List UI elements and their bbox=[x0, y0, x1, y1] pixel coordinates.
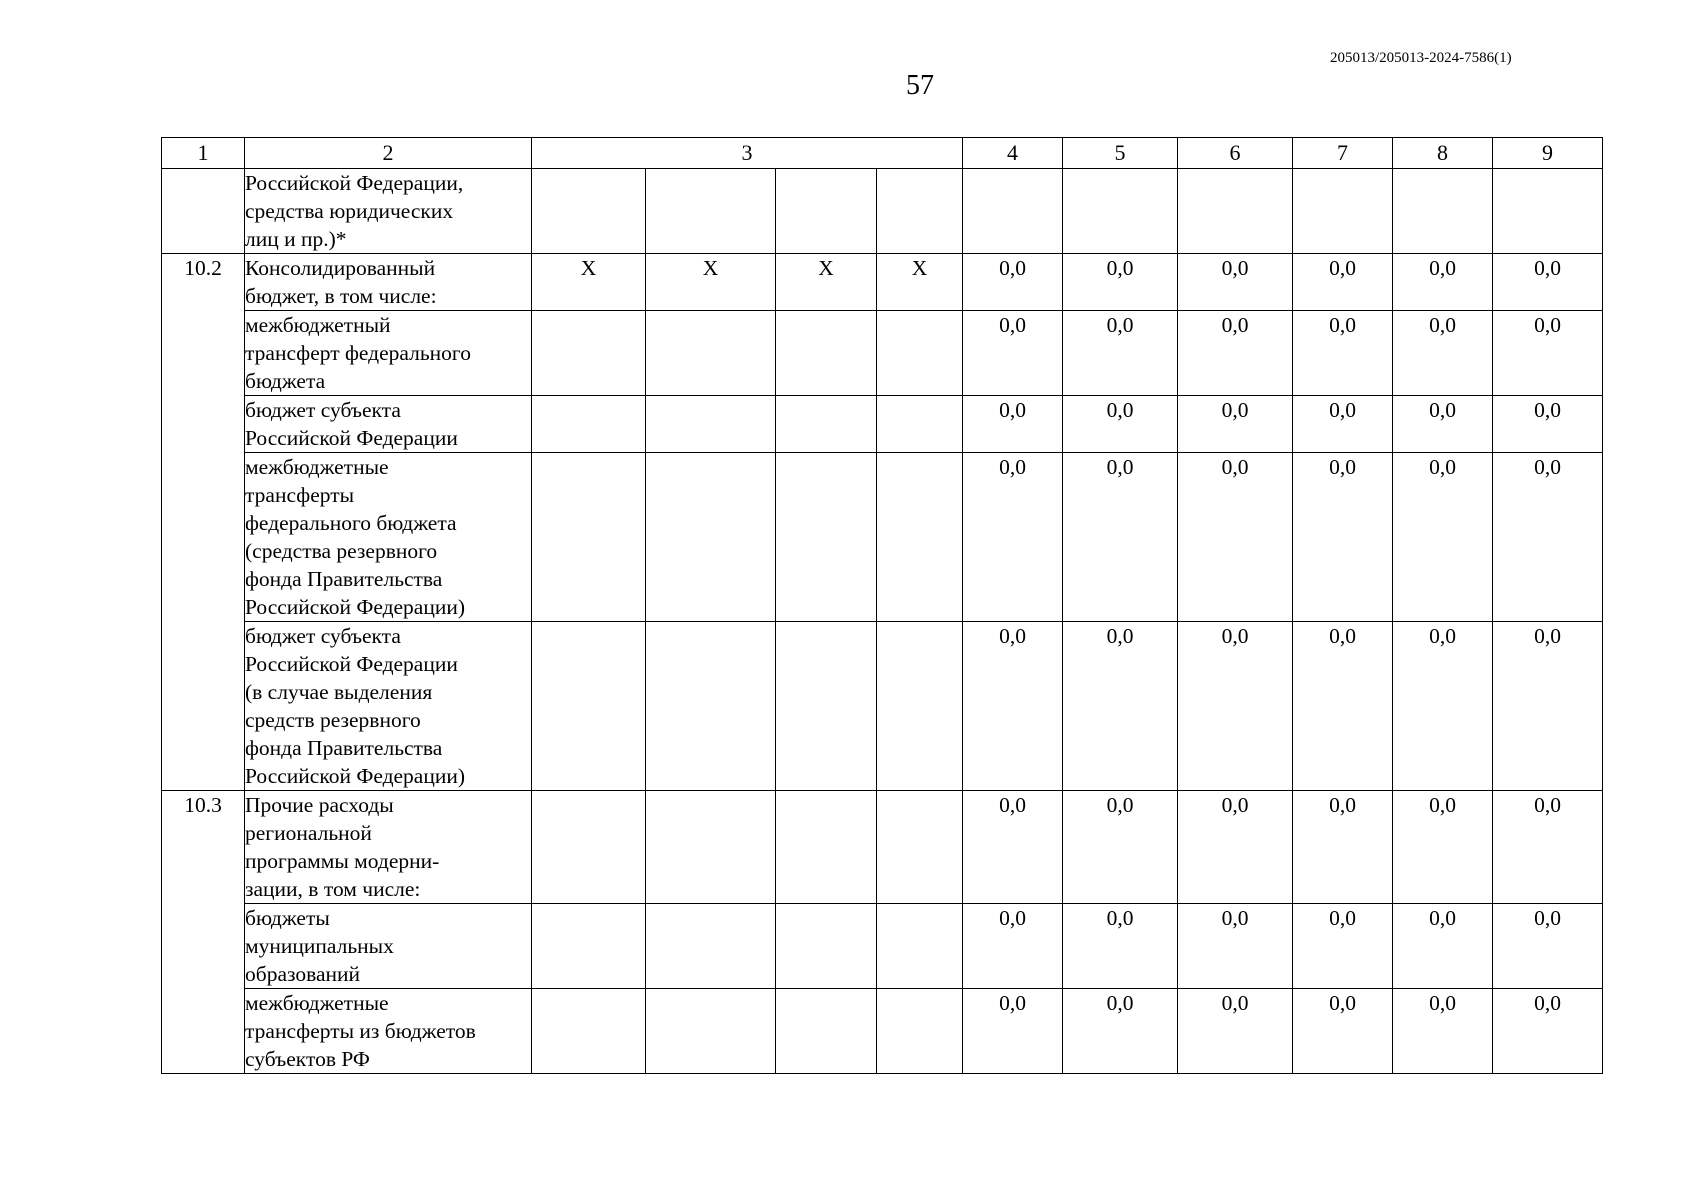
value-cell: 0,0 bbox=[1293, 791, 1393, 904]
value-cell: 0,0 bbox=[1393, 622, 1493, 791]
column-3-subcell: Х bbox=[532, 254, 646, 311]
row-label-line: Российской Федерации) bbox=[245, 595, 466, 619]
row-label-line: муниципальных bbox=[245, 934, 394, 958]
row-label-cell bbox=[245, 904, 532, 989]
row-label-line: программы модерни- bbox=[245, 849, 440, 873]
value-cell: 0,0 bbox=[1393, 311, 1493, 396]
row-label-cell bbox=[245, 396, 532, 453]
table-row bbox=[162, 254, 1603, 311]
column-header-7: 7 bbox=[1293, 138, 1393, 169]
value-cell: 0,0 bbox=[1393, 254, 1493, 311]
table-row bbox=[162, 989, 1603, 1074]
table-row bbox=[162, 904, 1603, 989]
column-3-subcell bbox=[646, 453, 776, 622]
column-3-subcell bbox=[877, 904, 963, 989]
header-row bbox=[162, 138, 1603, 169]
row-label-cell bbox=[245, 989, 532, 1074]
value-cell: 0,0 bbox=[1293, 254, 1393, 311]
column-3-subcell bbox=[877, 453, 963, 622]
column-3-subcell bbox=[877, 989, 963, 1074]
table-row bbox=[162, 311, 1603, 396]
value-cell: 0,0 bbox=[963, 453, 1063, 622]
value-cell bbox=[963, 169, 1063, 254]
value-cell: 0,0 bbox=[1493, 904, 1603, 989]
column-3-subcell bbox=[776, 791, 877, 904]
table-row bbox=[162, 791, 1603, 904]
value-cell: 0,0 bbox=[1063, 396, 1178, 453]
column-3-subcell: Х bbox=[877, 254, 963, 311]
row-label-line: бюджета bbox=[245, 369, 326, 393]
column-3-subcell bbox=[646, 169, 776, 254]
value-cell: 0,0 bbox=[1063, 989, 1178, 1074]
value-cell: 0,0 bbox=[1393, 904, 1493, 989]
row-label-cell bbox=[245, 453, 532, 622]
row-label-line: трансферты bbox=[245, 483, 355, 507]
table-row bbox=[162, 453, 1603, 622]
value-cell: 0,0 bbox=[963, 791, 1063, 904]
document-id: 205013/205013-2024-7586(1) bbox=[1330, 50, 1512, 66]
value-cell bbox=[1063, 169, 1178, 254]
value-cell: 0,0 bbox=[963, 904, 1063, 989]
value-cell: 0,0 bbox=[1063, 791, 1178, 904]
value-cell: 0,0 bbox=[1493, 453, 1603, 622]
row-label-line: межбюджетные bbox=[245, 991, 389, 1015]
value-cell bbox=[1293, 169, 1393, 254]
value-cell: 0,0 bbox=[1063, 453, 1178, 622]
value-cell: 0,0 bbox=[963, 622, 1063, 791]
value-cell: 0,0 bbox=[1178, 311, 1293, 396]
row-label-line: средств резервного bbox=[245, 708, 421, 732]
column-header-5: 5 bbox=[1063, 138, 1178, 169]
row-label-line: фонда Правительства bbox=[245, 567, 443, 591]
column-3-subcell bbox=[646, 311, 776, 396]
column-3-subcell bbox=[532, 169, 646, 254]
column-3-subcell bbox=[532, 396, 646, 453]
column-header-8: 8 bbox=[1393, 138, 1493, 169]
row-label-cell bbox=[245, 311, 532, 396]
value-cell: 0,0 bbox=[1063, 254, 1178, 311]
value-cell: 0,0 bbox=[963, 396, 1063, 453]
value-cell: 0,0 bbox=[1393, 989, 1493, 1074]
column-header-6: 6 bbox=[1178, 138, 1293, 169]
row-label-cell bbox=[245, 169, 532, 254]
row-label-line: межбюджетный bbox=[245, 313, 391, 337]
column-3-subcell bbox=[646, 989, 776, 1074]
row-label-line: фонда Правительства bbox=[245, 736, 443, 760]
row-label-line: бюджеты bbox=[245, 906, 330, 930]
value-cell: 0,0 bbox=[1063, 622, 1178, 791]
row-label-line: Российской Федерации bbox=[245, 426, 458, 450]
row-label-line: лиц и пр.)* bbox=[245, 227, 347, 251]
row-label-line: субъектов РФ bbox=[245, 1047, 370, 1071]
row-number-cell: 10.3 bbox=[162, 791, 245, 1074]
column-3-subcell bbox=[646, 622, 776, 791]
row-label-line: Прочие расходы bbox=[245, 793, 394, 817]
column-header-3: 3 bbox=[532, 138, 963, 169]
value-cell: 0,0 bbox=[1393, 453, 1493, 622]
column-header-4: 4 bbox=[963, 138, 1063, 169]
column-3-subcell bbox=[532, 904, 646, 989]
value-cell: 0,0 bbox=[1493, 622, 1603, 791]
value-cell: 0,0 bbox=[1293, 989, 1393, 1074]
row-label-line: средства юридических bbox=[245, 199, 454, 223]
row-label-line: зации, в том числе: bbox=[245, 877, 421, 901]
budget-table bbox=[161, 137, 1603, 1074]
value-cell: 0,0 bbox=[1178, 254, 1293, 311]
column-header-2: 2 bbox=[245, 138, 532, 169]
value-cell: 0,0 bbox=[1393, 791, 1493, 904]
column-3-subcell bbox=[877, 396, 963, 453]
row-label-line: (средства резервного bbox=[245, 539, 438, 563]
column-3-subcell: Х bbox=[646, 254, 776, 311]
column-3-subcell bbox=[532, 791, 646, 904]
value-cell: 0,0 bbox=[1178, 396, 1293, 453]
value-cell: 0,0 bbox=[1293, 396, 1393, 453]
column-3-subcell bbox=[776, 989, 877, 1074]
value-cell: 0,0 bbox=[1178, 622, 1293, 791]
value-cell: 0,0 bbox=[1493, 311, 1603, 396]
column-3-subcell bbox=[532, 453, 646, 622]
row-number-cell: 10.2 bbox=[162, 254, 245, 791]
row-label-line: (в случае выделения bbox=[245, 680, 433, 704]
column-3-subcell bbox=[877, 169, 963, 254]
value-cell bbox=[1178, 169, 1293, 254]
row-label-line: бюджет субъекта bbox=[245, 398, 401, 422]
column-3-subcell bbox=[877, 311, 963, 396]
value-cell: 0,0 bbox=[1393, 396, 1493, 453]
row-number-cell bbox=[162, 169, 245, 254]
table-row bbox=[162, 169, 1603, 254]
value-cell: 0,0 bbox=[1293, 904, 1393, 989]
value-cell: 0,0 bbox=[1493, 254, 1603, 311]
row-label-line: трансферты из бюджетов bbox=[245, 1019, 476, 1043]
column-3-subcell bbox=[776, 904, 877, 989]
column-3-subcell bbox=[532, 311, 646, 396]
page-number: 57 bbox=[906, 70, 934, 101]
value-cell: 0,0 bbox=[1063, 311, 1178, 396]
value-cell: 0,0 bbox=[963, 311, 1063, 396]
row-label-line: Консолидированный bbox=[245, 256, 436, 280]
value-cell: 0,0 bbox=[1293, 453, 1393, 622]
value-cell: 0,0 bbox=[1178, 791, 1293, 904]
column-3-subcell bbox=[776, 396, 877, 453]
column-3-subcell bbox=[532, 989, 646, 1074]
value-cell bbox=[1393, 169, 1493, 254]
row-label-line: Российской Федерации) bbox=[245, 764, 466, 788]
column-3-subcell bbox=[877, 622, 963, 791]
column-3-subcell bbox=[532, 622, 646, 791]
table-row bbox=[162, 396, 1603, 453]
value-cell: 0,0 bbox=[1063, 904, 1178, 989]
column-3-subcell bbox=[877, 791, 963, 904]
column-header-9: 9 bbox=[1493, 138, 1603, 169]
column-3-subcell bbox=[776, 453, 877, 622]
row-label-line: региональной bbox=[245, 821, 372, 845]
value-cell: 0,0 bbox=[1493, 791, 1603, 904]
row-label-line: Российской Федерации, bbox=[245, 171, 464, 195]
column-3-subcell bbox=[776, 311, 877, 396]
row-label-line: бюджет субъекта bbox=[245, 624, 401, 648]
row-label-cell bbox=[245, 791, 532, 904]
row-label-line: образований bbox=[245, 962, 361, 986]
value-cell: 0,0 bbox=[1293, 622, 1393, 791]
column-3-subcell bbox=[776, 622, 877, 791]
column-3-subcell bbox=[776, 169, 877, 254]
value-cell: 0,0 bbox=[963, 254, 1063, 311]
value-cell: 0,0 bbox=[1493, 396, 1603, 453]
table-row bbox=[162, 622, 1603, 791]
column-3-subcell: Х bbox=[776, 254, 877, 311]
row-label-line: межбюджетные bbox=[245, 455, 389, 479]
row-label-line: бюджет, в том числе: bbox=[245, 284, 437, 308]
value-cell: 0,0 bbox=[1493, 989, 1603, 1074]
value-cell: 0,0 bbox=[1293, 311, 1393, 396]
row-label-cell bbox=[245, 254, 532, 311]
value-cell bbox=[1493, 169, 1603, 254]
value-cell: 0,0 bbox=[963, 989, 1063, 1074]
column-header-1: 1 bbox=[162, 138, 245, 169]
column-3-subcell bbox=[646, 791, 776, 904]
row-label-cell bbox=[245, 622, 532, 791]
column-3-subcell bbox=[646, 396, 776, 453]
row-label-line: федерального бюджета bbox=[245, 511, 457, 535]
value-cell: 0,0 bbox=[1178, 989, 1293, 1074]
row-label-line: трансферт федерального bbox=[245, 341, 471, 365]
value-cell: 0,0 bbox=[1178, 453, 1293, 622]
row-label-line: Российской Федерации bbox=[245, 652, 458, 676]
value-cell: 0,0 bbox=[1178, 904, 1293, 989]
column-3-subcell bbox=[646, 904, 776, 989]
